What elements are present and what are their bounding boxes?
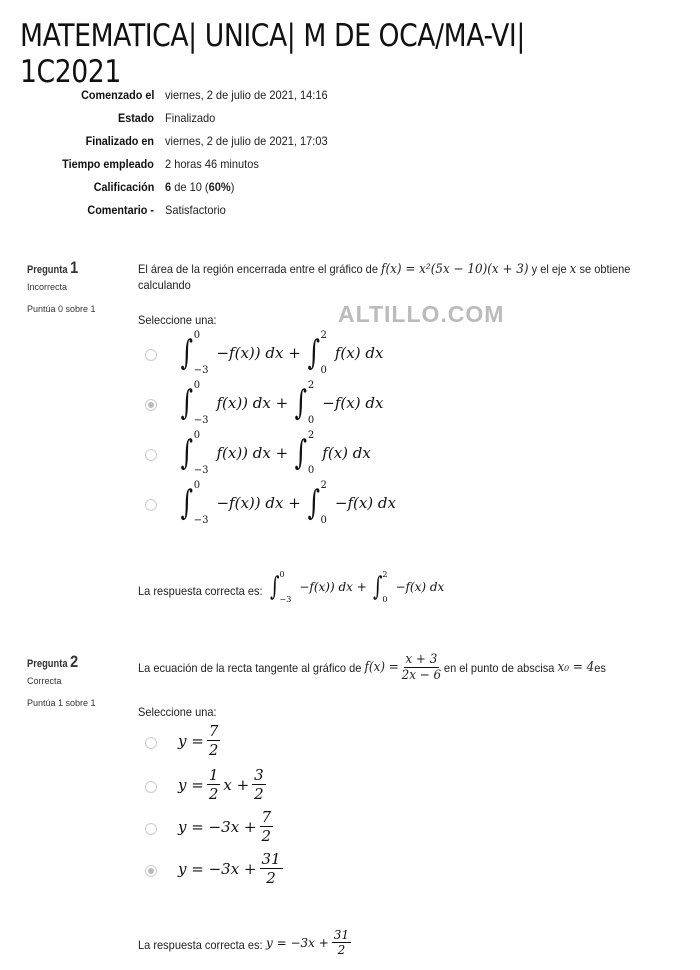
upper: 0 [279, 570, 285, 579]
upper: 2 [307, 430, 315, 441]
grade-score: 6 [165, 180, 172, 194]
text: se obtiene [576, 262, 631, 276]
integrand: f(x) dx [322, 444, 371, 462]
upper: 0 [193, 430, 201, 441]
math: y = −3x + [266, 935, 329, 950]
answer-option[interactable] [178, 480, 396, 526]
denominator: 2 [337, 943, 346, 957]
option-radio[interactable] [145, 737, 157, 749]
option-radio[interactable] [145, 823, 157, 835]
option-radio[interactable] [145, 399, 157, 411]
question-word: Pregunta [27, 264, 68, 276]
grade-mid: de 10 ( [171, 180, 209, 194]
answer-option[interactable] [178, 766, 269, 803]
math: x [569, 262, 577, 277]
math: y = [178, 731, 204, 750]
question-status: Incorrecta [27, 282, 68, 292]
integral-sign: ∫ [307, 333, 320, 373]
option-radio[interactable] [145, 499, 157, 511]
fraction [260, 808, 274, 845]
numerator: x + 3 [405, 652, 438, 667]
integrand: f(x) dx [334, 344, 384, 362]
summary-value: Finalizado [165, 111, 216, 125]
integrand: −f(x)) dx + [216, 494, 301, 512]
integrand: −f(x) dx [322, 394, 384, 412]
summary-value: viernes, 2 de julio de 2021, 17:03 [165, 134, 328, 148]
text: es [594, 660, 606, 675]
math: f(x) = x²(5x − 10)(x + 3) [381, 262, 529, 277]
grade-value [165, 180, 234, 194]
integrand: f(x)) dx + [216, 394, 289, 412]
watermark: ALTILLO.COM [338, 301, 505, 327]
option-radio[interactable] [145, 449, 157, 461]
question-score: Puntúa 0 sobre 1 [27, 304, 96, 314]
integral-sign: ∫ [372, 572, 383, 602]
lower: −3 [279, 595, 292, 604]
lower: 0 [307, 465, 315, 476]
option-radio[interactable] [145, 865, 157, 877]
denominator: 2 [208, 785, 219, 803]
fraction [207, 722, 221, 759]
summary-label: Comentario - [87, 203, 154, 217]
question-num: 2 [70, 652, 79, 671]
integral-sign: ∫ [180, 383, 194, 423]
integral-sign: ∫ [307, 483, 320, 523]
integral-sign: ∫ [180, 333, 194, 373]
upper: 2 [307, 380, 315, 391]
question-1-text [138, 262, 630, 277]
answer-option[interactable] [178, 380, 383, 426]
numerator: 3 [254, 766, 264, 784]
answer-option[interactable] [178, 430, 371, 476]
page-title: MATEMATICA| UNICA| M DE OCA/MA-VI| 1C2021 [20, 18, 525, 90]
fraction [252, 766, 266, 803]
grade-end: ) [230, 180, 235, 194]
correct-answer-label: La respuesta correcta es: [138, 938, 263, 952]
integrand: f(x)) dx + [216, 444, 289, 462]
integrand: −f(x) dx [395, 580, 445, 594]
denominator: 2 [261, 827, 272, 845]
question-number [27, 258, 78, 278]
question-number [27, 652, 78, 672]
summary-label: Estado [117, 111, 154, 125]
question-word: Pregunta [27, 658, 68, 670]
question-score: Puntúa 1 sobre 1 [27, 698, 96, 708]
math: y = −3x + [178, 859, 257, 878]
lower: −3 [193, 465, 209, 476]
math: f(x) = [364, 660, 399, 675]
question-status: Correcta [27, 676, 62, 686]
integrand: −f(x)) dx + [299, 580, 367, 594]
numerator: 31 [261, 850, 281, 868]
fraction [260, 850, 283, 887]
option-radio[interactable] [145, 781, 157, 793]
answer-option[interactable] [178, 850, 286, 887]
option-radio[interactable] [145, 349, 157, 361]
answer-option[interactable] [178, 808, 276, 845]
denominator: 2x − 6 [401, 668, 442, 683]
denominator: 2 [208, 741, 219, 759]
integrand: −f(x) dx [334, 494, 396, 512]
upper: 2 [320, 330, 327, 341]
answer-option[interactable] [178, 330, 383, 376]
math: y = [178, 775, 204, 794]
text: El área de la región encerrada entre el gráfico de [138, 262, 382, 276]
numerator: 7 [208, 722, 219, 740]
summary-label: Calificación [93, 180, 154, 194]
upper: 0 [193, 380, 201, 391]
numerator: 7 [261, 808, 272, 826]
answer-option[interactable] [178, 722, 223, 759]
question-2-text [138, 652, 606, 683]
lower: −3 [193, 415, 209, 426]
math: y = −3x + [178, 817, 257, 836]
upper: 0 [193, 480, 201, 491]
lower: −3 [193, 365, 209, 376]
integral-sign: ∫ [180, 433, 194, 473]
integral-sign: ∫ [294, 383, 308, 423]
numerator: 31 [333, 928, 350, 942]
select-prompt: Seleccione una: [138, 313, 217, 327]
correct-answer-math [266, 928, 354, 957]
fraction [332, 928, 351, 957]
denominator: 2 [254, 785, 264, 803]
summary-label: Tiempo empleado [62, 157, 154, 171]
lower: −3 [193, 515, 209, 526]
lower: 0 [382, 595, 388, 604]
correct-answer-math [268, 570, 444, 604]
summary-label: Comenzado el [80, 88, 154, 102]
question-1-info [27, 258, 96, 314]
math: x + [223, 775, 250, 794]
integral-sign: ∫ [294, 433, 308, 473]
fraction [207, 766, 221, 803]
summary-value: Satisfactorio [165, 203, 226, 217]
summary-label: Finalizado en [85, 134, 154, 148]
integral-sign: ∫ [270, 572, 280, 602]
grade-pct: 60% [208, 180, 231, 194]
lower: 0 [320, 515, 327, 526]
lower: 0 [307, 415, 315, 426]
question-num: 1 [70, 258, 79, 277]
integral-sign: ∫ [180, 483, 194, 523]
text: y el eje [528, 262, 570, 276]
numerator: 1 [208, 766, 219, 784]
summary-value: viernes, 2 de julio de 2021, 14:16 [165, 88, 328, 102]
text: La ecuación de la recta tangente al gráfico de [138, 660, 362, 675]
question-1-text-cont: calculando [138, 278, 191, 292]
lower: 0 [320, 365, 327, 376]
math: x₀ = 4 [557, 660, 595, 675]
denominator: 2 [266, 869, 276, 887]
fraction [402, 652, 442, 683]
integrand: −f(x)) dx + [216, 344, 301, 362]
upper: 0 [193, 330, 201, 341]
text: en el punto de abscisa [443, 660, 555, 675]
upper: 2 [382, 570, 388, 579]
select-prompt: Seleccione una: [138, 705, 217, 719]
correct-answer-label: La respuesta correcta es: [138, 584, 263, 598]
upper: 2 [320, 480, 327, 491]
question-2-info [27, 652, 96, 708]
summary-value: 2 horas 46 minutos [165, 157, 259, 171]
